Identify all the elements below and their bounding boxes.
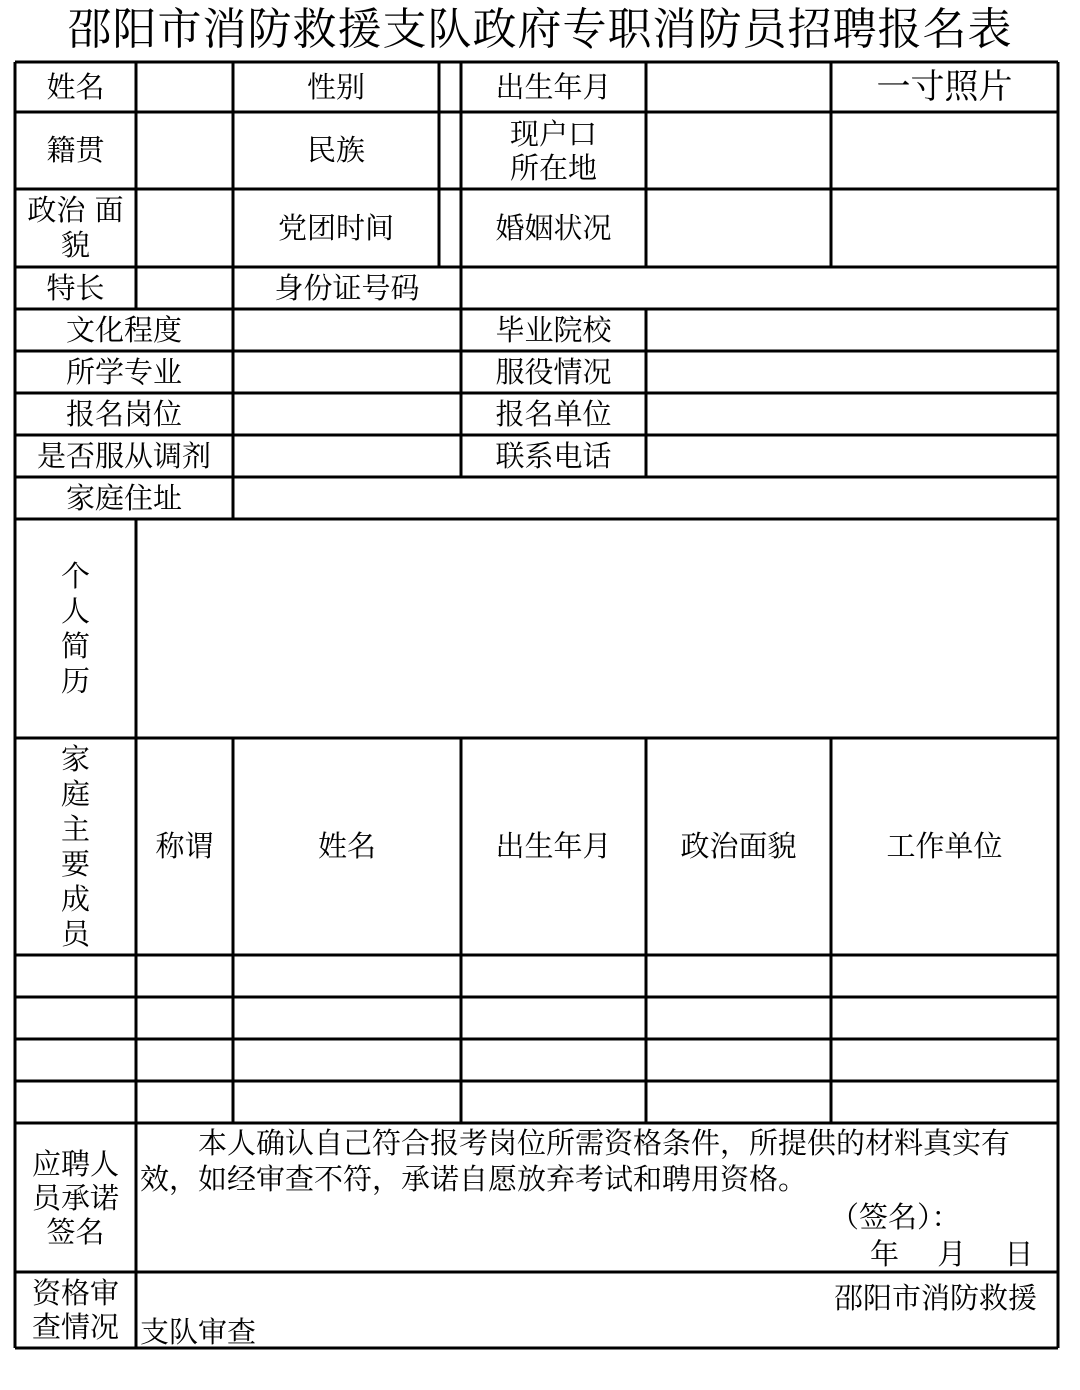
label-adjust: 是否服从调剂 [36, 438, 211, 473]
photo-area[interactable] [831, 112, 1058, 189]
label-resume-char: 人 [60, 593, 90, 628]
family-row[interactable] [15, 1081, 1058, 1123]
family-header-relation: 称谓 [155, 829, 214, 864]
label-school: 毕业院校 [495, 312, 612, 347]
family-header-name: 姓名 [317, 829, 376, 864]
pledge-text-line1: 本人确认自己符合报考岗位所需资格条件，所提供的材料真实有 [198, 1126, 1011, 1160]
label-political [15, 189, 136, 267]
input-name[interactable] [136, 62, 233, 112]
input-phone[interactable] [646, 435, 1058, 477]
input-school[interactable] [646, 309, 1058, 351]
input-ethnicity[interactable] [439, 112, 461, 189]
family-header-workplace: 工作单位 [886, 829, 1003, 864]
family-row[interactable] [15, 1039, 1058, 1081]
label-party-time: 党团时间 [277, 210, 394, 245]
label-photo: 一寸照片 [876, 66, 1013, 107]
input-education[interactable] [233, 309, 461, 351]
label-education: 文化程度 [65, 312, 182, 347]
label-resume [15, 519, 136, 738]
pledge-date-label[interactable]: 年 月 日 [870, 1237, 1034, 1271]
label-native-place: 籍贯 [46, 133, 105, 168]
input-hukou[interactable] [646, 112, 831, 189]
label-pledge-line2: 员承诺 [31, 1180, 119, 1215]
input-address[interactable] [233, 477, 1058, 519]
label-political-line1: 政治 面 [27, 193, 124, 227]
label-ethnicity: 民族 [306, 133, 365, 168]
label-family [15, 738, 136, 955]
input-service[interactable] [646, 351, 1058, 393]
label-review [15, 1272, 136, 1348]
label-pledge-line1: 应聘人 [31, 1146, 119, 1181]
label-idcard: 身份证号码 [274, 270, 420, 305]
label-resume-char: 简 [60, 628, 90, 663]
label-hukou-line1: 现户口 [509, 116, 597, 151]
input-party-time[interactable] [439, 189, 461, 267]
label-pledge [15, 1123, 136, 1272]
label-hukou [461, 112, 646, 189]
label-phone: 联系电话 [495, 438, 612, 473]
input-resume[interactable] [136, 519, 1058, 738]
label-service: 服役情况 [495, 354, 612, 389]
label-review-line1: 资格审 [31, 1276, 119, 1310]
input-marital[interactable] [646, 189, 831, 267]
input-adjust[interactable] [233, 435, 461, 477]
label-marital: 婚姻状况 [495, 210, 612, 245]
label-specialty: 特长 [46, 270, 105, 305]
label-review-line2: 查情况 [31, 1310, 119, 1344]
input-major[interactable] [233, 351, 461, 393]
input-birth[interactable] [646, 62, 831, 112]
label-family-char: 家 [60, 741, 90, 776]
family-row[interactable] [15, 955, 1058, 997]
input-gender[interactable] [439, 62, 461, 112]
form-title: 邵阳市消防救援支队政府专职消防员招聘报名表 [67, 4, 1013, 55]
input-native-place[interactable] [136, 112, 233, 189]
label-address: 家庭住址 [65, 480, 182, 515]
label-family-char: 庭 [60, 776, 90, 811]
review-org-line2: 支队审查 [140, 1315, 257, 1349]
label-name: 姓名 [46, 69, 105, 104]
review-org-line1: 邵阳市消防救援 [834, 1281, 1038, 1315]
label-resume-char: 历 [60, 663, 90, 698]
label-major: 所学专业 [65, 354, 182, 389]
input-unit[interactable] [646, 393, 1058, 435]
label-unit: 报名单位 [495, 396, 612, 431]
pledge-signature-label[interactable]: （签名）： [830, 1200, 961, 1234]
family-header-political: 政治面貌 [680, 829, 797, 864]
input-position[interactable] [233, 393, 461, 435]
input-specialty[interactable] [136, 267, 233, 309]
label-family-char: 员 [60, 916, 90, 951]
label-hukou-line2: 所在地 [509, 150, 597, 185]
label-pledge-line3: 签名 [46, 1214, 105, 1249]
pledge-text [140, 1125, 1058, 1197]
label-gender: 性别 [306, 69, 365, 104]
input-idcard[interactable] [461, 267, 1058, 309]
label-family-char: 要 [60, 846, 90, 881]
label-political-line2: 貌 [60, 228, 90, 262]
family-row[interactable] [15, 997, 1058, 1039]
input-political[interactable] [136, 189, 233, 267]
label-family-char: 成 [60, 881, 90, 916]
label-birth: 出生年月 [495, 69, 612, 104]
label-position: 报名岗位 [65, 396, 182, 431]
family-header-birth: 出生年月 [495, 829, 612, 864]
label-family-char: 主 [60, 811, 90, 846]
label-resume-char: 个 [60, 558, 90, 593]
pledge-text-line2: 效，如经审查不符，承诺自愿放弃考试和聘用资格。 [140, 1162, 808, 1196]
